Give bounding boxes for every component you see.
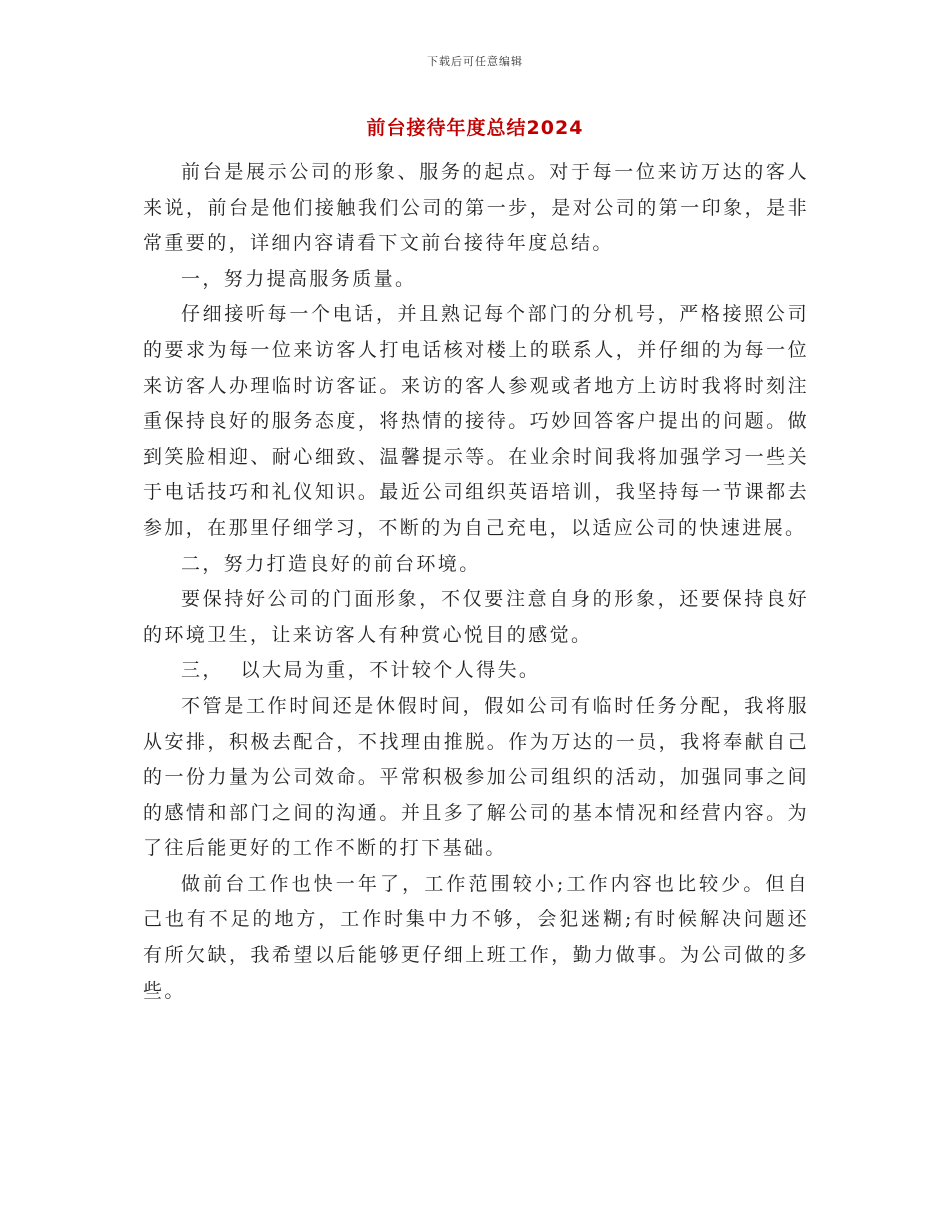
paragraph-intro: 前台是展示公司的形象、服务的起点。对于每一位来访万达的客人来说，前台是他们接触我们公司的第一步，是对公司的第一印象，是非常重要的，详细内容请看下文前台接待年度总结。: [143, 161, 809, 255]
section-heading-2: 二，努力打造良好的前台环境。: [181, 552, 481, 575]
header-note: 下载后可任意编辑: [427, 55, 523, 68]
document-title: 前台接待年度总结2024: [366, 117, 584, 139]
section-heading-3: 三， 以大局为重，不计较个人得失。: [181, 659, 541, 682]
paragraph-service: 仔细接听每一个电话，并且熟记每个部门的分机号，严格接照公司的要求为每一位来访客人打电话核对楼上的联系人，并仔细的为每一位来访客人办理临时访客证。来访的客人参观或者地方上访时我将时刻注重保持良好的服务态度，将热情的接待。巧妙回答客户提出的问题。做到笑脸相迎、耐心细致、温馨提示等。在业余时间我将加强学习一些关于电话技巧和礼仪知识。最近公司组织英语培训，我坚持每一节课都去参加，在那里仔细学习，不断的为自己充电，以适应公司的快速进展。: [143, 303, 809, 539]
paragraph-conclusion: 做前台工作也快一年了，工作范围较小;工作内容也比较少。但自己也有不足的地方，工作时集中力不够，会犯迷糊;有时候解决问题还有所欠缺，我希望以后能够更仔细上班工作，勤力做事。为公司做的多些。: [143, 872, 809, 1002]
section-heading-1: 一，努力提高服务质量。: [181, 267, 417, 290]
paragraph-teamwork: 不管是工作时间还是休假时间，假如公司有临时任务分配，我将服从安排，积极去配合，不找理由推脱。作为万达的一员，我将奉献自己的一份力量为公司效命。平常积极参加公司组织的活动，加强同事之间的感情和部门之间的沟通。并且多了解公司的基本情况和经营内容。为了往后能更好的工作不断的打下基础。: [143, 694, 809, 860]
paragraph-environment: 要保持好公司的门面形象，不仅要注意自身的形象，还要保持良好的环境卫生，让来访客人有种赏心悦目的感觉。: [143, 588, 809, 646]
document-body: [143, 155, 809, 1009]
